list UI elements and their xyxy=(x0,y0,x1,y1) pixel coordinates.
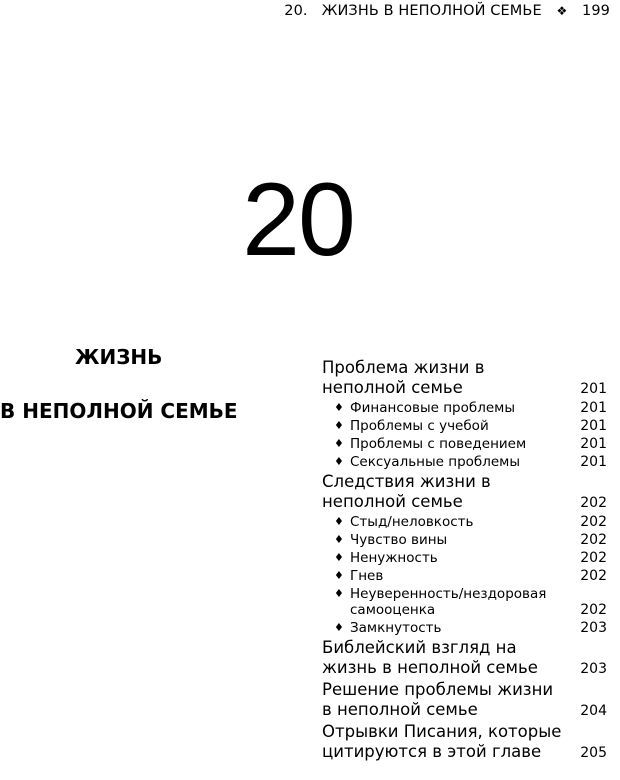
toc-entry xyxy=(322,472,607,512)
chapter-number: 20 xyxy=(242,162,354,278)
header-chapter: 20. xyxy=(284,3,308,19)
toc-subentry-page: 201 xyxy=(580,418,607,434)
toc-entry-label: Проблема жизни в неполной семье xyxy=(322,358,485,397)
toc-subentry-page: 202 xyxy=(580,550,607,566)
toc-subentry xyxy=(322,550,607,566)
toc-entry xyxy=(322,638,607,678)
fleuron-icon: ❖ xyxy=(556,4,568,18)
toc-subentry-page: 202 xyxy=(580,602,607,618)
toc-subentry-label: Проблемы с поведением xyxy=(350,436,527,452)
toc-subentry xyxy=(322,454,607,470)
toc-subentry-page: 201 xyxy=(580,454,607,470)
toc-subentry xyxy=(322,436,607,452)
diamond-bullet-icon: ♦ xyxy=(334,621,344,634)
running-header xyxy=(284,3,610,19)
toc-entry-label: Решение проблемы жизни в неполной семье xyxy=(322,680,554,719)
toc-subentry-label: Сексуальные проблемы xyxy=(350,454,520,470)
toc-subentry-page: 202 xyxy=(580,532,607,548)
toc-entry-page: 203 xyxy=(580,661,607,677)
toc-subentry-label: Чувство вины xyxy=(350,532,448,548)
toc-entry-label: Библейский взгляд на жизнь в неполной семье xyxy=(322,638,538,677)
diamond-bullet-icon: ♦ xyxy=(334,569,344,582)
chapter-title-line1: ЖИЗНЬ xyxy=(75,345,163,369)
toc-subentry xyxy=(322,418,607,434)
toc-subentry xyxy=(322,568,607,584)
toc-subentry-label: Финансовые проблемы xyxy=(350,400,515,416)
toc-entry-label: Следствия жизни в неполной семье xyxy=(322,472,491,511)
diamond-bullet-icon: ♦ xyxy=(334,401,344,414)
toc-entry xyxy=(322,680,607,720)
toc-entry xyxy=(322,358,607,398)
toc-entry-page: 202 xyxy=(580,495,607,511)
toc-subentry-label: Проблемы с учебой xyxy=(350,418,489,434)
toc-subentry xyxy=(322,532,607,548)
header-title: ЖИЗНЬ В НЕПОЛНОЙ СЕМЬЕ xyxy=(321,3,542,19)
toc-entry-page: 205 xyxy=(580,745,607,761)
toc-subentry-label: Гнев xyxy=(350,568,384,584)
toc-subentry-page: 202 xyxy=(580,514,607,530)
diamond-bullet-icon: ♦ xyxy=(334,419,344,432)
toc-entry-label: Отрывки Писания, которые цитируются в этой главе xyxy=(322,722,562,761)
toc-entry-page: 201 xyxy=(580,381,607,397)
toc-subentry-page: 203 xyxy=(580,620,607,636)
toc-subentry xyxy=(322,514,607,530)
table-of-contents xyxy=(322,358,607,762)
toc-subentry xyxy=(322,586,607,618)
toc-subentry-label: Стыд/неловкость xyxy=(350,514,474,530)
toc-subentry-label: Неуверенность/нездоровая самооценка xyxy=(350,586,547,618)
toc-subentry-label: Замкнутость xyxy=(350,620,442,636)
diamond-bullet-icon: ♦ xyxy=(334,551,344,564)
toc-subentry xyxy=(322,400,607,416)
toc-subentry xyxy=(322,620,607,636)
diamond-bullet-icon: ♦ xyxy=(334,533,344,546)
chapter-title-line2: В НЕПОЛНОЙ СЕМЬЕ xyxy=(0,399,238,423)
diamond-bullet-icon: ♦ xyxy=(334,587,344,600)
toc-subentry-label: Ненужность xyxy=(350,550,438,566)
header-page-number: 199 xyxy=(582,3,610,19)
toc-entry xyxy=(322,722,607,762)
diamond-bullet-icon: ♦ xyxy=(334,455,344,468)
toc-entry-page: 204 xyxy=(580,703,607,719)
toc-subentry-page: 201 xyxy=(580,436,607,452)
diamond-bullet-icon: ♦ xyxy=(334,437,344,450)
toc-subentry-page: 201 xyxy=(580,400,607,416)
diamond-bullet-icon: ♦ xyxy=(334,515,344,528)
toc-subentry-page: 202 xyxy=(580,568,607,584)
